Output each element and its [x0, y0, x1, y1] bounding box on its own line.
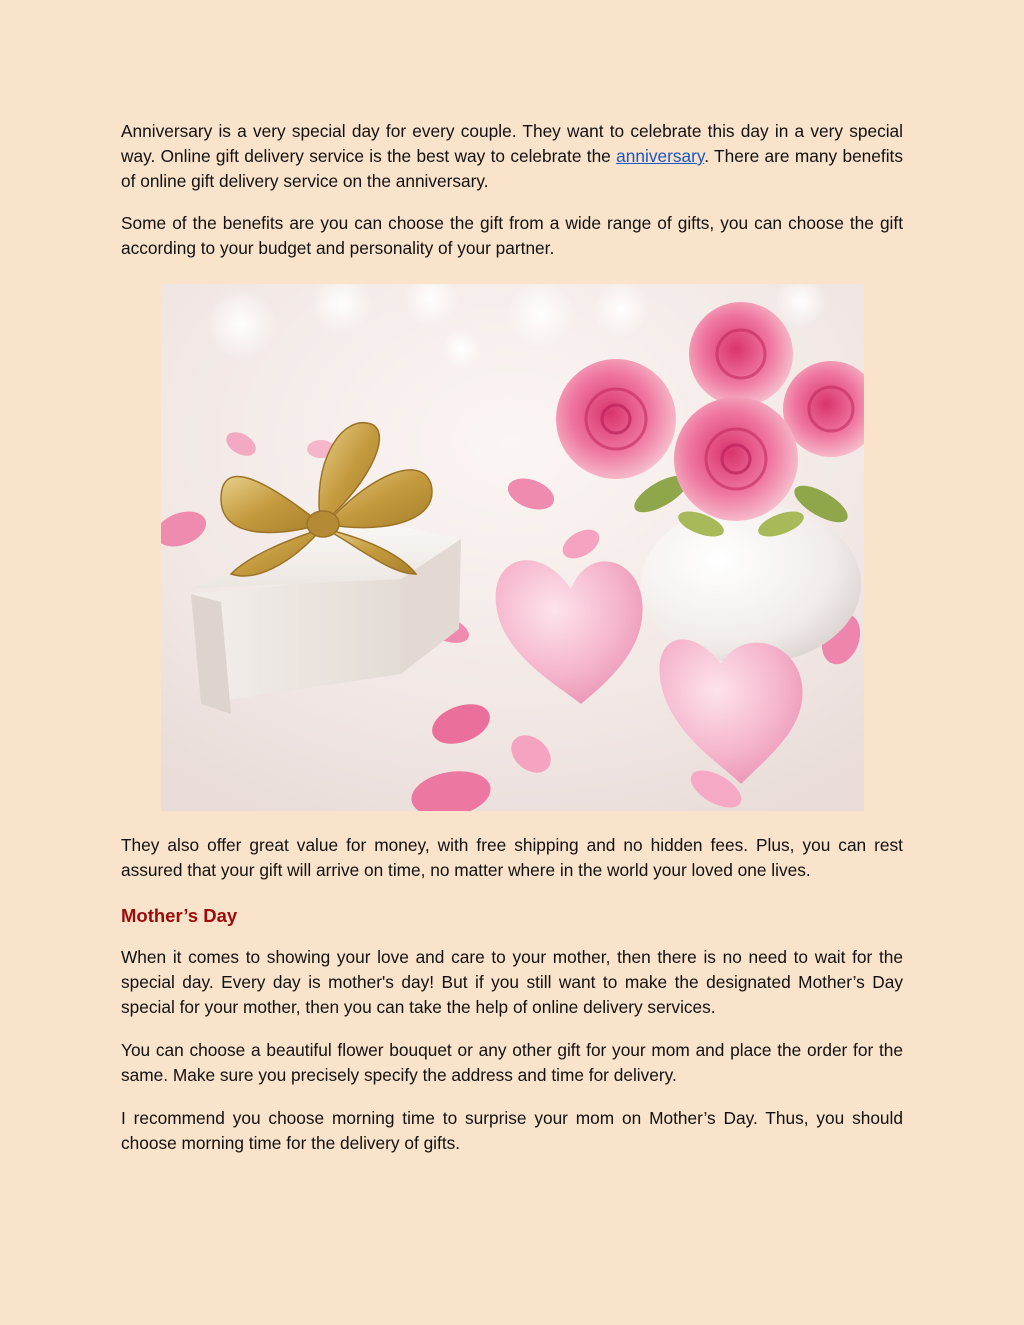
mothers-day-paragraph-2: You can choose a beautiful flower bouquet or any other gift for your mom and place the order for the same. Make sure you precisely specify the address and time for delivery.: [121, 1040, 903, 1085]
intro-paragraph-2: Some of the benefits are you can choose the gift from a wide range of gifts, you can choose the gift according to your budget and personality of your partner.: [121, 213, 903, 258]
mothers-day-paragraph-1: When it comes to showing your love and care to your mother, then there is no need to wait for the special day. Every day is mother's day! But if you still want to make the designated Mother’s Day special for your mother, then you can take the help of online delivery services.: [121, 947, 903, 1017]
gift-roses-illustration: [161, 284, 864, 811]
body-section: [121, 833, 903, 1156]
mothers-day-paragraph-3: I recommend you choose morning time to surprise your mom on Mother’s Day. Thus, you should choose morning time for the delivery of gifts.: [121, 1108, 903, 1153]
intro-text-after-link: . There are many benefits of online gift delivery service on the anniversary.: [121, 146, 903, 191]
intro-section: [121, 119, 903, 261]
white-vase: [641, 504, 861, 664]
value-paragraph: They also offer great value for money, with free shipping and no hidden fees. Plus, you can rest assured that your gift will arrive on time, no matter where in the world your loved one lives.: [121, 835, 903, 880]
intro-paragraph-1: [121, 119, 903, 194]
gift-roses-photo: [161, 284, 864, 811]
anniversary-link[interactable]: anniversary: [616, 146, 705, 166]
intro-text-before-link: Anniversary is a very special day for every couple. They want to celebrate this day in a very special way. Online gift delivery service is the best way to celebrate the: [121, 121, 903, 166]
mothers-day-heading: Mother’s Day: [121, 905, 238, 926]
